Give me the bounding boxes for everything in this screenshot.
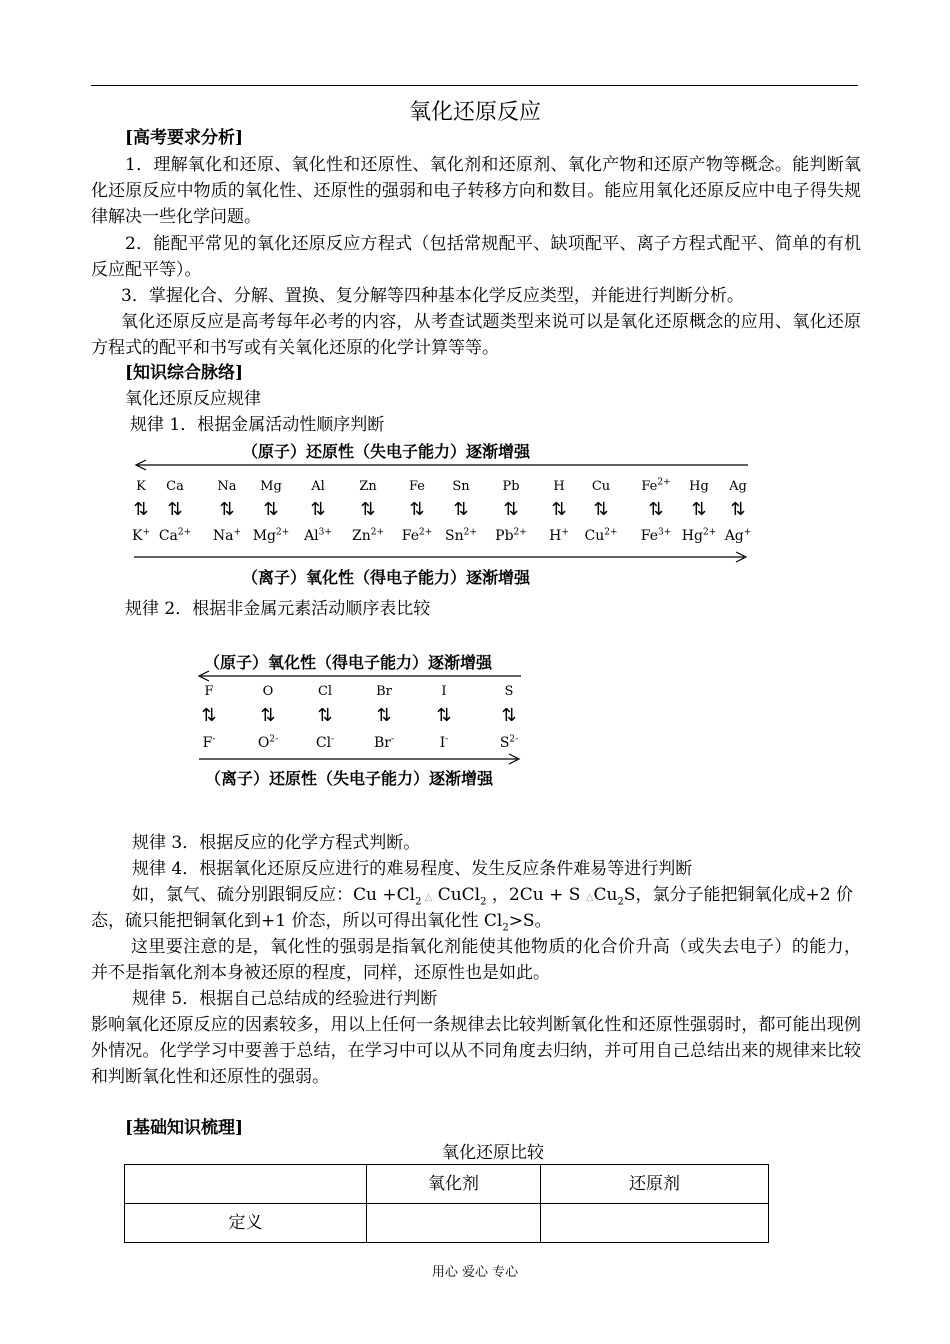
equilibrium-arrow-icon: ⇅: [691, 499, 707, 520]
metal-ion: $Fe^{3+}$: [640, 527, 672, 544]
table-caption: 氧化还原比较: [442, 1143, 544, 1163]
nonmetal-ion: F-: [202, 734, 216, 751]
metal-ion: $Sn^{2+}$: [445, 527, 477, 544]
nonmetal-atom: Br: [376, 684, 392, 699]
metal-atom: Cu: [591, 479, 611, 494]
equilibrium-arrow-icon: ⇅: [503, 499, 519, 520]
equilibrium-arrow-icon: ⇅: [501, 705, 517, 726]
requirement-1: 1．理解氧化和还原、氧化性和还原性、氧化剂和还原剂、氧化产物和还原产物等概念。能判断氧化还原反应中物质的氧化性、还原性的强弱和电子转移方向和数目。能应用氧化还原反应中电子得失规律解决一些化学问题。: [91, 155, 861, 227]
equilibrium-arrow-icon: ⇅: [310, 499, 326, 520]
nonmetal-ion: $O^{2-}$: [257, 734, 279, 751]
nonmetal-ion: Br-: [373, 734, 395, 751]
rule-5: 规律 5．根据自己总结成的经验进行判断: [132, 989, 438, 1009]
metal-atom: H: [553, 479, 565, 494]
metal-ion: $Hg^{2+}$: [681, 527, 717, 544]
metal-atom: Ca: [166, 479, 184, 494]
equilibrium-arrow-icon: ⇅: [593, 499, 609, 520]
nonmetal-bottom-label: （离子）还原性（失电子能力）逐渐增强: [205, 769, 494, 788]
requirement-summary: 氧化还原反应是高考每年必考的内容，从考查试题类型来说可以是氧化还原概念的应用、氧化还原方程式的配平和书写或有关氧化还原的化学计算等等。: [91, 312, 861, 358]
metal-ion: $Cu^{2+}$: [584, 527, 618, 544]
equilibrium-arrow-icon: ⇅: [551, 499, 567, 520]
rule-4-example-line2: 态，硫只能把铜氧化到+1 价态，所以可得出氧化性 $Cl_2>S$。: [91, 911, 552, 934]
metal-bottom-label: （离子）氧化性（得电子能力）逐渐增强: [242, 568, 531, 587]
equilibrium-arrow-icon: ⇅: [376, 705, 392, 726]
equilibrium-arrow-icon: ⇅: [219, 499, 235, 520]
equilibrium-arrow-icon: ⇅: [409, 499, 425, 520]
metal-bottom-arrow: [130, 550, 752, 564]
metal-atom: $Fe^{2+}$: [641, 477, 671, 494]
top-rule: [91, 85, 858, 86]
nonmetal-atom: F: [204, 684, 214, 699]
metal-atom: Al: [311, 479, 325, 494]
nonmetal-ion: I-: [439, 734, 449, 751]
equilibrium-arrow-icon: ⇅: [201, 705, 217, 726]
equilibrium-arrow-icon: ⇅: [133, 499, 149, 520]
nonmetal-bottom-arrow: [195, 752, 525, 766]
metal-atom: Na: [217, 479, 237, 494]
section-heading-knowledge: [知识综合脉络]: [125, 363, 244, 383]
table-header-cell: [125, 1165, 367, 1204]
metal-atom: Ag: [729, 479, 747, 494]
requirement-3: 3．掌握化合、分解、置换、复分解等四种基本化学反应类型，并能进行判断分析。: [121, 286, 744, 306]
nonmetal-atom: Cl: [317, 684, 333, 699]
rule-1: 规律 1．根据金属活动性顺序判断: [130, 415, 385, 435]
metal-atom: Zn: [359, 479, 377, 494]
comparison-table: [124, 1164, 769, 1243]
requirement-2: 2．能配平常见的氧化还原反应方程式（包括常规配平、缺项配平、离子方程式配平、简单的有机反应配平等）。: [91, 234, 861, 280]
rules-heading: 氧化还原反应规律: [125, 389, 261, 409]
equilibrium-arrow-icon: ⇅: [730, 499, 746, 520]
metal-ion: $Ca^{2+}$: [158, 527, 192, 544]
equilibrium-arrow-icon: ⇅: [263, 499, 279, 520]
table-row-label: 定义: [125, 1204, 367, 1243]
metal-atom: Fe: [408, 479, 426, 494]
table-header-cell: 氧化剂: [367, 1165, 541, 1204]
rule-4: 规律 4．根据氧化还原反应进行的难易程度、发生反应条件难易等进行判断: [132, 859, 693, 879]
metal-ion: Na+: [212, 527, 242, 544]
nonmetal-ion: $S^{2-}$: [499, 734, 519, 751]
equilibrium-arrow-icon: ⇅: [167, 499, 183, 520]
metal-atom: Pb: [502, 479, 520, 494]
equilibrium-arrow-icon: ⇅: [453, 499, 469, 520]
table-header-cell: 还原剂: [541, 1165, 769, 1204]
page-title: 氧化还原反应: [408, 100, 541, 125]
table-cell: [541, 1204, 769, 1243]
nonmetal-atom: I: [441, 684, 447, 699]
equilibrium-arrow-icon: ⇅: [317, 705, 333, 726]
metal-atom: K: [136, 479, 146, 494]
nonmetal-ion: Cl-: [315, 734, 335, 751]
table-cell: [367, 1204, 541, 1243]
rule-3: 规律 3．根据反应的化学方程式判断。: [132, 833, 421, 853]
section-heading-basics: [基础知识梳理]: [125, 1118, 244, 1138]
nonmetal-top-arrow: [195, 669, 525, 683]
rule-4-example-line1: 如，氯气、硫分别跟铜反应：$Cu +Cl_2$ △ CuCl$_2$ ，2Cu + S $\triangle Cu_2S$，氯分子能把铜氧化成+2 价: [132, 885, 853, 908]
section-heading-requirements: [高考要求分析]: [125, 128, 244, 148]
equilibrium-arrow-icon: ⇅: [360, 499, 376, 520]
metal-ion: K+: [131, 527, 151, 544]
metal-ion: $Al^{3+}$: [304, 527, 332, 544]
metal-top-arrow: [130, 458, 752, 472]
metal-ion: H+: [549, 527, 569, 544]
table-row: [125, 1165, 769, 1204]
rule-5-text: 影响氧化还原反应的因素较多，用以上任何一条规律去比较判断氧化性和还原性强弱时，都可能出现例外情况。化学学习中要善于总结，在学习中可以从不同角度去归纳，并可用自己总结出来的规律来比较和判断氧化性和还原性的强弱。: [91, 1015, 861, 1087]
equilibrium-arrow-icon: ⇅: [648, 499, 664, 520]
nonmetal-top-label: （原子）氧化性（得电子能力）逐渐增强: [204, 653, 493, 672]
metal-top-label: （原子）还原性（失电子能力）逐渐增强: [242, 442, 531, 461]
table-row: [125, 1204, 769, 1243]
rule-2: 规律 2．根据非金属元素活动顺序表比较: [125, 599, 431, 619]
equilibrium-arrow-icon: ⇅: [260, 705, 276, 726]
metal-atom: Hg: [689, 479, 709, 494]
metal-atom: Mg: [260, 479, 282, 494]
footer: 用心 爱心 专心: [431, 1265, 519, 1280]
metal-ion: $Pb^{2+}$: [495, 527, 527, 544]
metal-ion: $Mg^{2+}$: [252, 527, 290, 544]
metal-ion: $Fe^{2+}$: [401, 527, 433, 544]
oxidizing-note: 这里要注意的是，氧化性的强弱是指氧化剂能使其他物质的化合价升高（或失去电子）的能力，并不是指氧化剂本身被还原的程度，同样，还原性也是如此。: [91, 937, 861, 983]
nonmetal-atom: O: [262, 684, 274, 699]
metal-ion: $Zn^{2+}$: [351, 527, 385, 544]
metal-ion: Ag+: [724, 527, 752, 544]
nonmetal-atom: S: [504, 684, 514, 699]
equilibrium-arrow-icon: ⇅: [436, 705, 452, 726]
metal-atom: Sn: [452, 479, 470, 494]
